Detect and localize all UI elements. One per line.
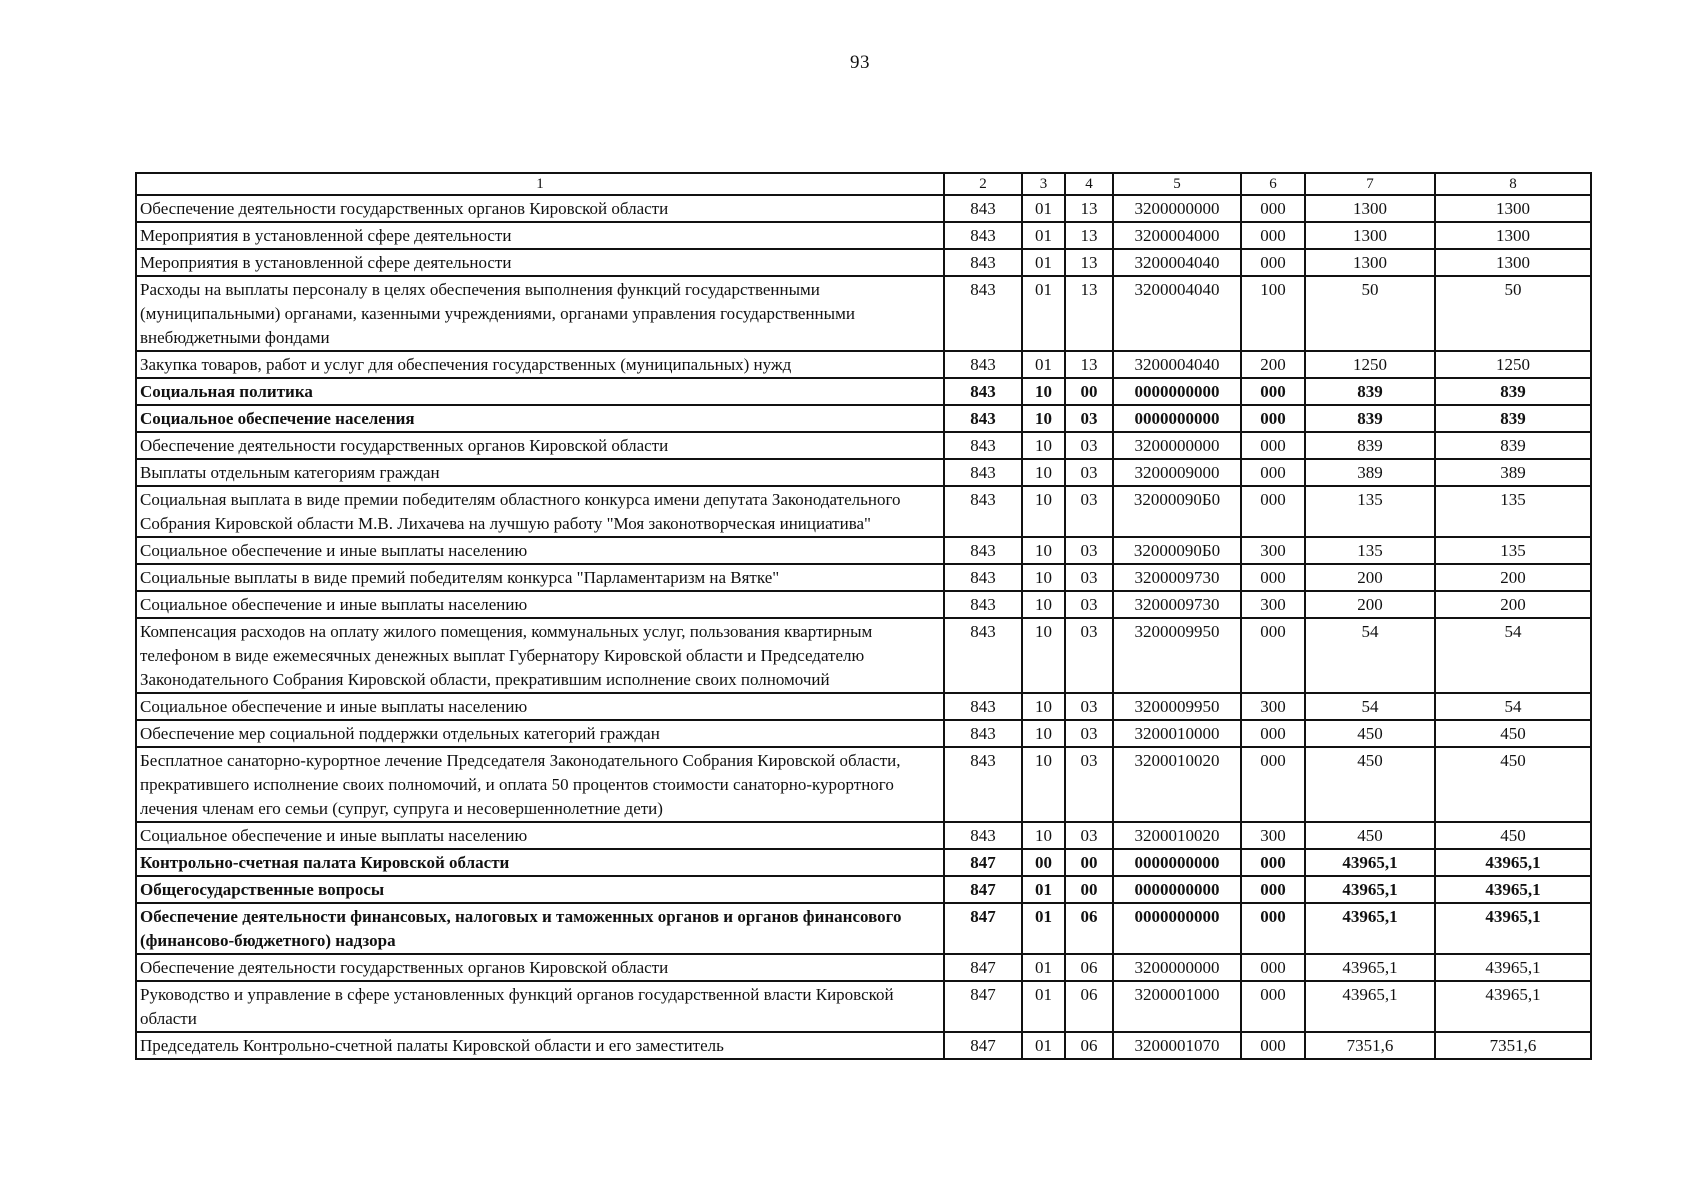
cell-target-article: 3200004040	[1113, 351, 1241, 378]
cell-section: 843	[944, 222, 1022, 249]
cell-subsection-b: 03	[1065, 618, 1113, 693]
cell-amount-b: 43965,1	[1435, 903, 1591, 954]
cell-expense-type: 000	[1241, 459, 1305, 486]
cell-name: Социальное обеспечение и иные выплаты населению	[136, 822, 944, 849]
cell-amount-a: 839	[1305, 432, 1435, 459]
cell-amount-a: 450	[1305, 822, 1435, 849]
cell-name: Мероприятия в установленной сфере деятельности	[136, 249, 944, 276]
cell-section: 843	[944, 405, 1022, 432]
cell-amount-a: 389	[1305, 459, 1435, 486]
cell-subsection-b: 03	[1065, 405, 1113, 432]
table-row	[136, 903, 1591, 954]
cell-subsection-a: 00	[1022, 849, 1065, 876]
cell-target-article: 3200009730	[1113, 564, 1241, 591]
cell-target-article: 3200009000	[1113, 459, 1241, 486]
cell-name: Обеспечение мер социальной поддержки отдельных категорий граждан	[136, 720, 944, 747]
cell-amount-a: 135	[1305, 486, 1435, 537]
cell-subsection-a: 10	[1022, 405, 1065, 432]
header-cell: 2	[944, 173, 1022, 195]
cell-amount-b: 839	[1435, 405, 1591, 432]
cell-amount-a: 839	[1305, 405, 1435, 432]
table-row	[136, 378, 1591, 405]
cell-section: 843	[944, 720, 1022, 747]
cell-target-article: 3200000000	[1113, 432, 1241, 459]
cell-subsection-a: 10	[1022, 693, 1065, 720]
cell-subsection-b: 03	[1065, 822, 1113, 849]
cell-target-article: 3200009950	[1113, 693, 1241, 720]
cell-subsection-a: 01	[1022, 222, 1065, 249]
header-row	[136, 173, 1591, 195]
cell-subsection-a: 01	[1022, 195, 1065, 222]
cell-expense-type: 000	[1241, 432, 1305, 459]
cell-subsection-b: 03	[1065, 486, 1113, 537]
cell-amount-b: 1300	[1435, 195, 1591, 222]
cell-name: Руководство и управление в сфере установленных функций органов государственной власти Кировской области	[136, 981, 944, 1032]
cell-amount-b: 200	[1435, 591, 1591, 618]
table-row	[136, 720, 1591, 747]
cell-section: 843	[944, 276, 1022, 351]
header-cell: 1	[136, 173, 944, 195]
cell-amount-b: 1300	[1435, 249, 1591, 276]
cell-amount-b: 1250	[1435, 351, 1591, 378]
cell-subsection-a: 01	[1022, 1032, 1065, 1059]
cell-subsection-a: 01	[1022, 249, 1065, 276]
cell-amount-a: 1300	[1305, 195, 1435, 222]
cell-amount-b: 200	[1435, 564, 1591, 591]
cell-target-article: 3200009730	[1113, 591, 1241, 618]
cell-section: 843	[944, 351, 1022, 378]
cell-target-article: 3200010020	[1113, 747, 1241, 822]
cell-section: 843	[944, 747, 1022, 822]
cell-section: 847	[944, 903, 1022, 954]
cell-amount-b: 43965,1	[1435, 849, 1591, 876]
cell-amount-b: 7351,6	[1435, 1032, 1591, 1059]
cell-expense-type: 000	[1241, 903, 1305, 954]
cell-section: 843	[944, 378, 1022, 405]
header-cell: 4	[1065, 173, 1113, 195]
cell-name: Обеспечение деятельности государственных органов Кировской области	[136, 954, 944, 981]
cell-name: Общегосударственные вопросы	[136, 876, 944, 903]
cell-subsection-b: 06	[1065, 903, 1113, 954]
cell-target-article: 0000000000	[1113, 405, 1241, 432]
cell-amount-a: 839	[1305, 378, 1435, 405]
header-cell: 3	[1022, 173, 1065, 195]
cell-subsection-a: 10	[1022, 618, 1065, 693]
cell-expense-type: 300	[1241, 693, 1305, 720]
cell-subsection-b: 06	[1065, 1032, 1113, 1059]
header-cell: 5	[1113, 173, 1241, 195]
cell-subsection-b: 03	[1065, 459, 1113, 486]
header-cell: 6	[1241, 173, 1305, 195]
table-row	[136, 405, 1591, 432]
cell-subsection-b: 13	[1065, 222, 1113, 249]
cell-amount-a: 1250	[1305, 351, 1435, 378]
table-row	[136, 876, 1591, 903]
cell-amount-b: 450	[1435, 720, 1591, 747]
cell-amount-a: 7351,6	[1305, 1032, 1435, 1059]
cell-section: 843	[944, 459, 1022, 486]
cell-amount-b: 1300	[1435, 222, 1591, 249]
cell-subsection-b: 13	[1065, 195, 1113, 222]
table-row	[136, 747, 1591, 822]
cell-name: Выплаты отдельным категориям граждан	[136, 459, 944, 486]
cell-subsection-b: 03	[1065, 537, 1113, 564]
table-row	[136, 276, 1591, 351]
cell-target-article: 32000090Б0	[1113, 537, 1241, 564]
cell-subsection-b: 03	[1065, 747, 1113, 822]
cell-subsection-a: 01	[1022, 981, 1065, 1032]
table-row	[136, 591, 1591, 618]
table-row	[136, 459, 1591, 486]
cell-amount-a: 43965,1	[1305, 954, 1435, 981]
table-row	[136, 693, 1591, 720]
cell-section: 843	[944, 486, 1022, 537]
cell-target-article: 3200010020	[1113, 822, 1241, 849]
cell-target-article: 32000090Б0	[1113, 486, 1241, 537]
cell-amount-a: 43965,1	[1305, 903, 1435, 954]
table-row	[136, 432, 1591, 459]
cell-subsection-b: 03	[1065, 564, 1113, 591]
cell-target-article: 3200001000	[1113, 981, 1241, 1032]
table-row	[136, 249, 1591, 276]
cell-target-article: 3200001070	[1113, 1032, 1241, 1059]
cell-name: Бесплатное санаторно-курортное лечение Председателя Законодательного Собрания Кировской области, прекратившего исполнение своих полномочий, и оплата 50 процентов стоимости санаторно-курортного лечения членам его семьи (супруг, супруга и несовершеннолетние дети)	[136, 747, 944, 822]
cell-name: Социальное обеспечение и иные выплаты населению	[136, 693, 944, 720]
cell-amount-a: 43965,1	[1305, 981, 1435, 1032]
cell-section: 843	[944, 249, 1022, 276]
cell-subsection-b: 00	[1065, 378, 1113, 405]
cell-name: Мероприятия в установленной сфере деятельности	[136, 222, 944, 249]
cell-expense-type: 000	[1241, 747, 1305, 822]
cell-subsection-a: 10	[1022, 591, 1065, 618]
cell-section: 843	[944, 432, 1022, 459]
cell-amount-b: 135	[1435, 537, 1591, 564]
cell-name: Социальное обеспечение и иные выплаты населению	[136, 537, 944, 564]
table-row	[136, 564, 1591, 591]
cell-subsection-b: 03	[1065, 432, 1113, 459]
table-row	[136, 1032, 1591, 1059]
cell-expense-type: 300	[1241, 537, 1305, 564]
cell-subsection-b: 00	[1065, 849, 1113, 876]
cell-target-article: 0000000000	[1113, 876, 1241, 903]
cell-expense-type: 000	[1241, 981, 1305, 1032]
table-row	[136, 486, 1591, 537]
cell-amount-a: 1300	[1305, 222, 1435, 249]
cell-subsection-b: 03	[1065, 591, 1113, 618]
cell-target-article: 3200009950	[1113, 618, 1241, 693]
cell-target-article: 3200004040	[1113, 276, 1241, 351]
cell-expense-type: 000	[1241, 564, 1305, 591]
cell-name: Расходы на выплаты персоналу в целях обеспечения выполнения функций государственными (муниципальными) органами, казенными учреждениями, органами управления государственными внебюджетными фондами	[136, 276, 944, 351]
cell-name: Социальное обеспечение населения	[136, 405, 944, 432]
cell-expense-type: 000	[1241, 378, 1305, 405]
cell-section: 843	[944, 537, 1022, 564]
budget-table	[135, 172, 1592, 1060]
cell-amount-a: 450	[1305, 720, 1435, 747]
cell-subsection-a: 10	[1022, 822, 1065, 849]
cell-subsection-b: 06	[1065, 954, 1113, 981]
cell-expense-type: 000	[1241, 249, 1305, 276]
cell-name: Обеспечение деятельности государственных органов Кировской области	[136, 432, 944, 459]
cell-subsection-b: 13	[1065, 249, 1113, 276]
cell-target-article: 0000000000	[1113, 849, 1241, 876]
cell-subsection-a: 10	[1022, 537, 1065, 564]
cell-expense-type: 000	[1241, 405, 1305, 432]
cell-amount-a: 50	[1305, 276, 1435, 351]
cell-amount-a: 450	[1305, 747, 1435, 822]
cell-expense-type: 300	[1241, 822, 1305, 849]
table-row	[136, 822, 1591, 849]
cell-expense-type: 000	[1241, 876, 1305, 903]
cell-target-article: 0000000000	[1113, 378, 1241, 405]
cell-amount-a: 54	[1305, 693, 1435, 720]
cell-expense-type: 200	[1241, 351, 1305, 378]
cell-expense-type: 300	[1241, 591, 1305, 618]
cell-section: 847	[944, 981, 1022, 1032]
cell-section: 847	[944, 1032, 1022, 1059]
cell-target-article: 0000000000	[1113, 903, 1241, 954]
cell-subsection-a: 01	[1022, 276, 1065, 351]
cell-expense-type: 000	[1241, 849, 1305, 876]
table-row	[136, 981, 1591, 1032]
header-cell: 7	[1305, 173, 1435, 195]
cell-amount-b: 450	[1435, 822, 1591, 849]
cell-subsection-a: 01	[1022, 903, 1065, 954]
cell-expense-type: 000	[1241, 1032, 1305, 1059]
table-row	[136, 618, 1591, 693]
cell-name: Обеспечение деятельности государственных органов Кировской области	[136, 195, 944, 222]
page-number: 93	[850, 52, 870, 73]
cell-subsection-b: 06	[1065, 981, 1113, 1032]
cell-subsection-a: 10	[1022, 564, 1065, 591]
cell-amount-b: 43965,1	[1435, 981, 1591, 1032]
cell-name: Социальное обеспечение и иные выплаты населению	[136, 591, 944, 618]
cell-amount-b: 43965,1	[1435, 876, 1591, 903]
cell-target-article: 3200000000	[1113, 195, 1241, 222]
cell-expense-type: 000	[1241, 618, 1305, 693]
cell-name: Компенсация расходов на оплату жилого помещения, коммунальных услуг, пользования квартирным телефоном в виде ежемесячных денежных выплат Губернатору Кировской области и Председателю Законодательного Собрания Кировской области, прекратившим исполнение своих полномочий	[136, 618, 944, 693]
cell-expense-type: 000	[1241, 720, 1305, 747]
cell-amount-b: 135	[1435, 486, 1591, 537]
cell-amount-a: 43965,1	[1305, 876, 1435, 903]
table-row	[136, 849, 1591, 876]
cell-subsection-a: 01	[1022, 954, 1065, 981]
table-body	[136, 173, 1591, 1059]
cell-amount-b: 54	[1435, 693, 1591, 720]
cell-amount-b: 450	[1435, 747, 1591, 822]
cell-expense-type: 000	[1241, 954, 1305, 981]
cell-name: Обеспечение деятельности финансовых, налоговых и таможенных органов и органов финансового (финансово-бюджетного) надзора	[136, 903, 944, 954]
cell-subsection-b: 13	[1065, 276, 1113, 351]
cell-target-article: 3200010000	[1113, 720, 1241, 747]
cell-subsection-a: 10	[1022, 432, 1065, 459]
cell-name: Председатель Контрольно-счетной палаты Кировской области и его заместитель	[136, 1032, 944, 1059]
cell-amount-b: 839	[1435, 378, 1591, 405]
table-row	[136, 537, 1591, 564]
cell-subsection-a: 10	[1022, 747, 1065, 822]
cell-amount-a: 54	[1305, 618, 1435, 693]
table-row	[136, 195, 1591, 222]
cell-amount-b: 839	[1435, 432, 1591, 459]
cell-subsection-b: 03	[1065, 693, 1113, 720]
cell-subsection-a: 10	[1022, 459, 1065, 486]
cell-subsection-a: 10	[1022, 486, 1065, 537]
cell-section: 843	[944, 693, 1022, 720]
cell-target-article: 3200000000	[1113, 954, 1241, 981]
cell-expense-type: 000	[1241, 486, 1305, 537]
cell-section: 843	[944, 195, 1022, 222]
cell-section: 843	[944, 564, 1022, 591]
cell-amount-a: 200	[1305, 591, 1435, 618]
cell-section: 847	[944, 876, 1022, 903]
cell-amount-b: 50	[1435, 276, 1591, 351]
cell-amount-b: 389	[1435, 459, 1591, 486]
cell-name: Социальная выплата в виде премии победителям областного конкурса имени депутата Законодательного Собрания Кировской области М.В. Лихачева на лучшую работу "Моя законотворческая инициатива"	[136, 486, 944, 537]
table-row	[136, 351, 1591, 378]
cell-subsection-a: 10	[1022, 378, 1065, 405]
cell-name: Закупка товаров, работ и услуг для обеспечения государственных (муниципальных) нужд	[136, 351, 944, 378]
cell-subsection-b: 03	[1065, 720, 1113, 747]
cell-target-article: 3200004000	[1113, 222, 1241, 249]
header-cell: 8	[1435, 173, 1591, 195]
cell-subsection-a: 01	[1022, 876, 1065, 903]
cell-amount-b: 54	[1435, 618, 1591, 693]
cell-section: 843	[944, 591, 1022, 618]
cell-amount-a: 135	[1305, 537, 1435, 564]
cell-expense-type: 000	[1241, 195, 1305, 222]
cell-name: Социальная политика	[136, 378, 944, 405]
cell-amount-a: 200	[1305, 564, 1435, 591]
cell-amount-b: 43965,1	[1435, 954, 1591, 981]
table-row	[136, 222, 1591, 249]
cell-name: Социальные выплаты в виде премий победителям конкурса "Парламентаризм на Вятке"	[136, 564, 944, 591]
cell-section: 847	[944, 849, 1022, 876]
cell-section: 843	[944, 822, 1022, 849]
cell-expense-type: 100	[1241, 276, 1305, 351]
cell-expense-type: 000	[1241, 222, 1305, 249]
cell-name: Контрольно-счетная палата Кировской области	[136, 849, 944, 876]
table-row	[136, 954, 1591, 981]
cell-target-article: 3200004040	[1113, 249, 1241, 276]
cell-subsection-b: 00	[1065, 876, 1113, 903]
cell-amount-a: 1300	[1305, 249, 1435, 276]
cell-subsection-a: 01	[1022, 351, 1065, 378]
cell-subsection-a: 10	[1022, 720, 1065, 747]
cell-subsection-b: 13	[1065, 351, 1113, 378]
cell-section: 847	[944, 954, 1022, 981]
cell-section: 843	[944, 618, 1022, 693]
cell-amount-a: 43965,1	[1305, 849, 1435, 876]
